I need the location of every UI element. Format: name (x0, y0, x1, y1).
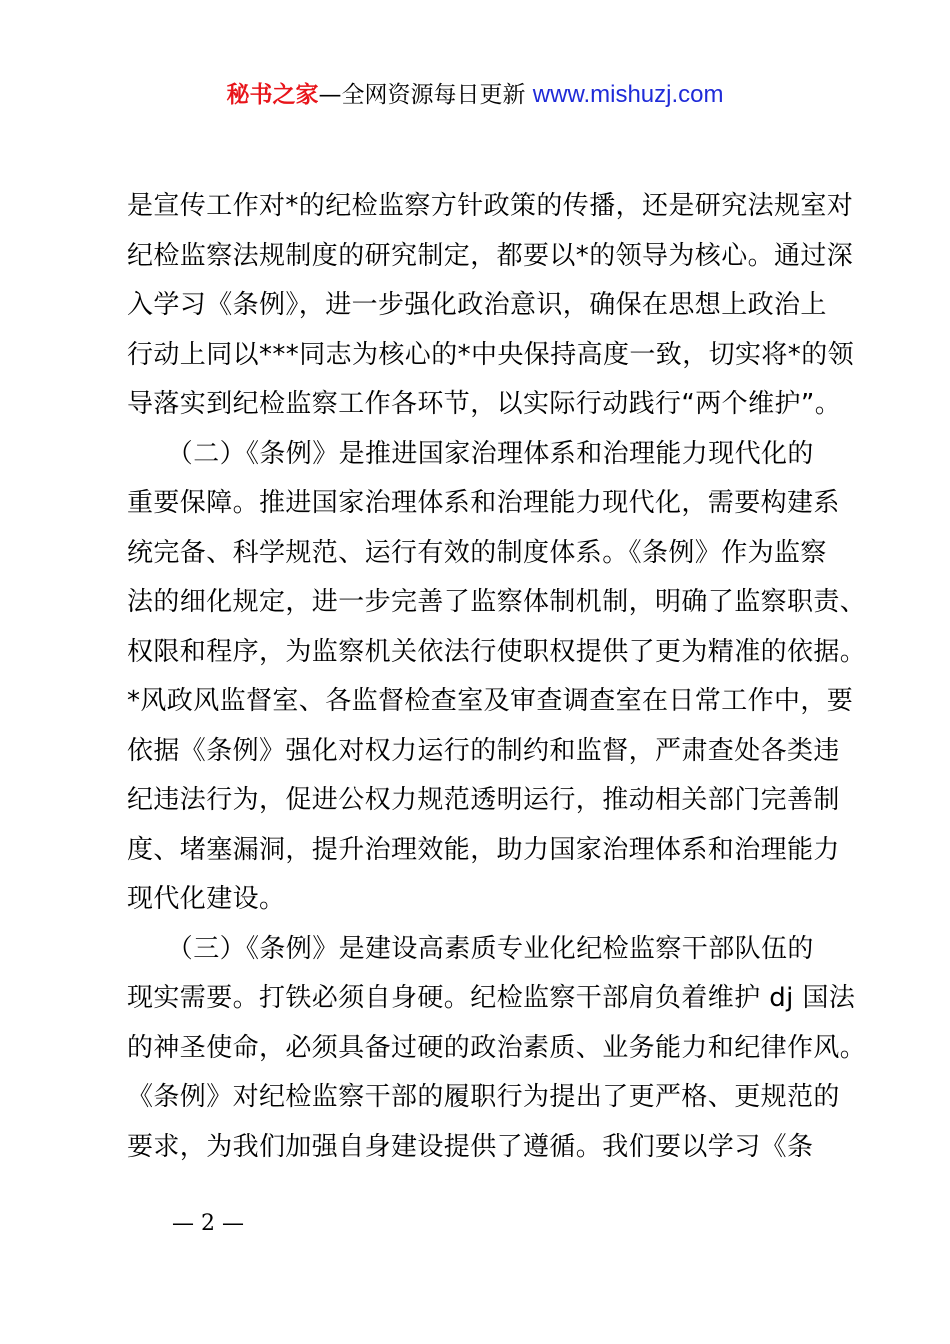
text-line: 的神圣使命，必须具备过硬的政治素质、业务能力和纪律作风。 (127, 1032, 867, 1063)
text-line: 导落实到纪检监察工作各环节，以实际行动践行“两个维护”。 (127, 389, 842, 419)
text-line: 度、堵塞漏洞，提升治理效能，助力国家治理体系和治理能力 (127, 834, 840, 865)
text-line: 统完备、科学规范、运行有效的制度体系。《条例》作为监察 (127, 537, 827, 568)
document-body (127, 182, 867, 1172)
text-line: 依据《条例》强化对权力运行的制约和监督，严肃查处各类违 (127, 735, 840, 766)
text-line: 法的细化规定，进一步完善了监察体制机制，明确了监察职责、 (127, 587, 867, 617)
text-line: 《条例》对纪检监察干部的履职行为提出了更严格、更规范的 (127, 1082, 840, 1112)
brand-name: 秘书之家 (226, 82, 319, 108)
paragraph-heading-line: （三）《条例》是建设高素质专业化纪检监察干部队伍的 (127, 933, 814, 964)
header-slogan: —全网资源每日更新 (318, 82, 533, 108)
site-url-link[interactable]: www.mishuzj.com (532, 81, 724, 108)
text-line: 要求，为我们加强自身建设提供了遵循。我们要以学习《条 (127, 1131, 814, 1162)
text-line: 是宣传工作对*的纪检监察方针政策的传播，还是研究法规室对 (127, 191, 854, 221)
text-line: *风政风监督室、各监督检查室及审查调查室在日常工作中，要 (127, 686, 854, 716)
text-line: 行动上同以***同志为核心的*中央保持高度一致，切实将*的领 (127, 339, 855, 370)
text-line: 纪检监察法规制度的研究制定，都要以*的领导为核心。通过深 (127, 240, 854, 271)
text-line: 现代化建设。 (127, 884, 286, 914)
text-line: 重要保障。推进国家治理体系和治理能力现代化，需要构建系 (127, 488, 840, 518)
text-line: 入学习《条例》，进一步强化政治意识，确保在思想上政治上 (127, 290, 827, 320)
text-line: 纪违法行为，促进公权力规范透明运行，推动相关部门完善制 (127, 785, 840, 815)
page-number: — 2 — (172, 1211, 244, 1236)
site-header (0, 78, 950, 112)
text-line: 权限和程序，为监察机关依法行使职权提供了更为精准的依据。 (127, 636, 867, 667)
paragraph-heading-line: （二）《条例》是推进国家治理体系和治理能力现代化的 (127, 438, 814, 469)
text-line: 现实需要。打铁必须自身硬。纪检监察干部肩负着维护 dj 国法 (127, 983, 856, 1013)
